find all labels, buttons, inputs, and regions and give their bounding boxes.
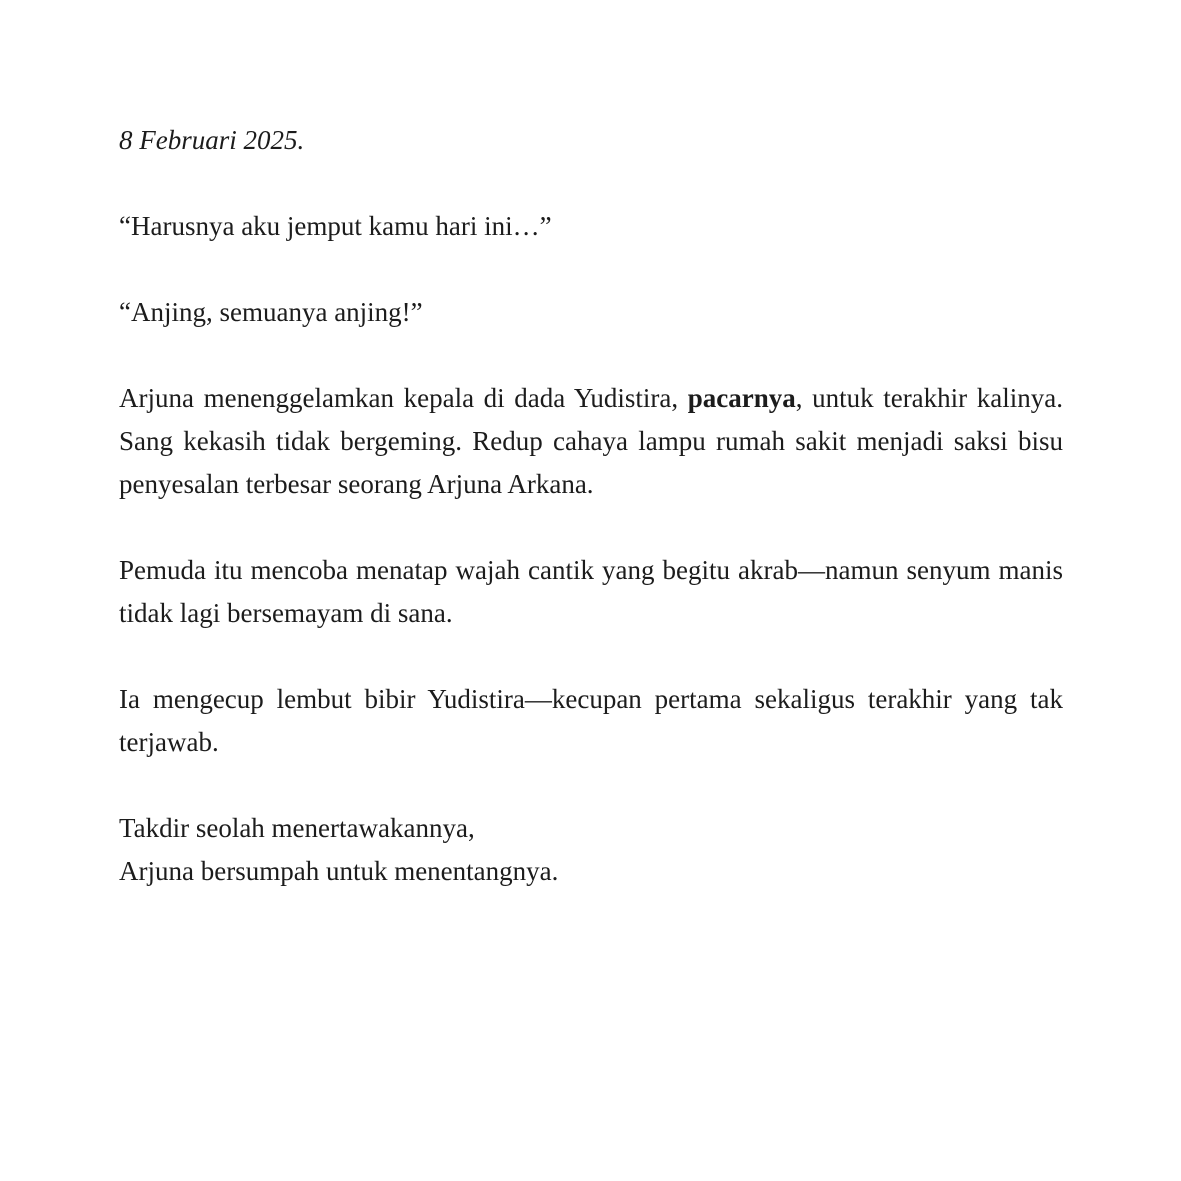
- paragraph-kecupan: Ia mengecup lembut bibir Yudistira—kecupan pertama sekaligus terakhir yang tak terjawab.: [119, 684, 1063, 757]
- closing-line-2: Arjuna bersumpah untuk menentangnya.: [119, 856, 559, 886]
- paragraph-arjuna: [119, 377, 1063, 506]
- dialogue-line-2: “Anjing, semuanya anjing!”: [119, 297, 423, 327]
- story-page: [119, 119, 1063, 936]
- paragraph-arjuna-start: Arjuna menenggelamkan kepala di dada Yudistira,: [119, 383, 688, 413]
- date-line: 8 Februari 2025.: [119, 125, 305, 155]
- dialogue-line-1: “Harusnya aku jemput kamu hari ini…”: [119, 211, 552, 241]
- closing-line-1: Takdir seolah menertawakannya,: [119, 813, 475, 843]
- paragraph-pemuda: Pemuda itu mencoba menatap wajah cantik yang begitu akrab—namun senyum manis tidak lagi bersemayam di sana.: [119, 555, 1063, 628]
- bold-word-pacarnya: pacarnya: [687, 383, 796, 413]
- paragraph-arjuna-rest: , untuk terakhir kalinya. Sang kekasih tidak bergeming. Redup cahaya lampu rumah sakit menjadi saksi bisu penyesalan terbesar seorang Arjuna Arkana.: [119, 383, 1063, 499]
- closing-stanza: [119, 807, 1063, 893]
